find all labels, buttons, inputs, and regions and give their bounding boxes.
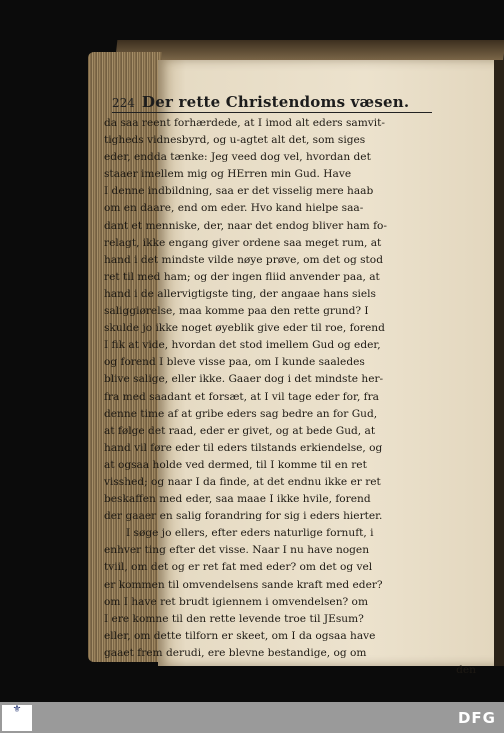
page-header [112,92,432,113]
text-line: at følge det raad, eder er givet, og at bede Gud, at [104,424,376,437]
francke-logo [2,705,32,731]
text-line: hand vil føre eder til eders tilstands erkiendelse, og [104,441,383,454]
text-line: er kommen til omvendelsens sande kraft med eder? [104,578,383,591]
text-line: dant et menniske, der, naar det endog bliver ham fo- [104,219,387,232]
text-line: hand i de allervigtigste ting, der angaae hans siels [104,287,376,300]
text-line: I søge jo ellers, efter eders naturlige fornuft, i [126,527,374,540]
text-line: den [456,664,476,676]
text-line: ret til med ham; og der ingen fliid anvender paa, at [104,270,380,283]
text-line: blive salige, eller ikke. Gaaer dog i det mindste her- [104,373,384,386]
text-line: skulde jo ikke noget øyeblik give eder til roe, forend [104,322,385,335]
text-line: visshed; og naar I da finde, at det endnu ikke er ret [104,475,381,488]
text-line: tviil, om det og er ret fat med eder? om det og vel [104,561,373,574]
dfg-logo: DFG [457,709,496,727]
text-line: I denne indbildning, saa er det visselig mere haab [104,185,374,198]
footer-bar [0,702,504,733]
text-line: om en daare, end om eder. Hvo kand hielpe saa- [104,202,364,215]
text-line: staaer imellem mig og HErren min Gud. Have [104,168,352,181]
text-line: eder, endda tænke: Jeg veed dog vel, hvordan det [104,151,371,164]
text-line: hand i det mindste vilde nøye prøve, om det og stod [104,253,383,266]
text-line: enhver ting efter det visse. Naar I nu have nogen [104,544,370,557]
crest-icon: ⚜ [12,704,22,715]
text-line: fra med saadant et forsæt, at I vil tage eder for, fra [104,390,379,403]
text-line: da saa reent forhærdede, at I imod alt eders samvit- [104,117,385,129]
text-line: tigheds vidnesbyrd, og u-agtet alt det, som siges [104,134,366,147]
facing-page-edge [494,60,504,666]
text-line: I ere komne til den rette levende troe til JEsum? [104,612,364,625]
text-line: saliggiørelse, maa komme paa den rette grund? I [104,305,369,318]
text-line: at ogsaa holde ved dermed, til I komme til en ret [104,458,367,471]
text-line: og forend I bleve visse paa, om I kunde saaledes [104,356,365,369]
page-number: 224 [112,96,135,110]
text-line: relagt, ikke engang giver ordene saa meget rum, at [104,236,382,249]
running-title: Der rette Christendoms væsen. [142,93,410,111]
text-line: om I have ret brudt igiennem i omvendelsen? om [104,595,368,608]
text-line: denne time af at gribe eders sag bedre an for Gud, [104,407,378,420]
text-line: eller, om dette tilforn er skeet, om I da ogsaa have [104,629,376,642]
body-text [104,115,476,679]
text-line: beskaffen med eder, saa maae I ikke hvile, forend [104,493,371,506]
text-line: I fik at vide, hvordan det stod imellem Gud og eder, [104,339,381,352]
text-line: gaaet frem derudi, ere blevne bestandige, og om [104,646,367,659]
text-line: der gaaer en salig forandring for sig i eders hierter. [104,510,383,523]
